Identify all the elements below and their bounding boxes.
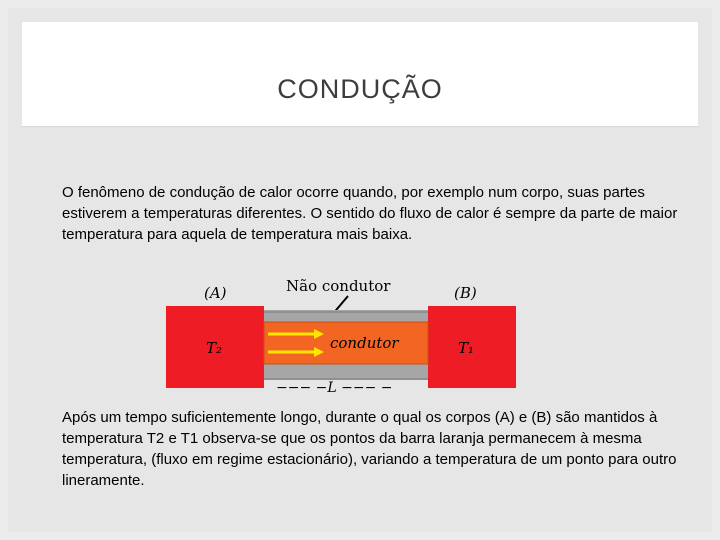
label-a: (A) <box>204 284 227 302</box>
paragraph-intro: O fenômeno de condução de calor ocorre quando, por exemplo num corpo, suas partes estiverem a temperaturas diferentes. O sentido do fluxo de calor é sempre da parte de maior temperatura para aquela de temperatura mais baixa. <box>62 184 678 243</box>
label-condutor: condutor <box>330 334 399 352</box>
label-length: −−− −L −−− − <box>276 380 393 396</box>
label-b: (B) <box>454 284 477 302</box>
title-box <box>22 22 698 126</box>
conduction-diagram <box>166 276 526 396</box>
paragraph-explanation: Após um tempo suficientemente longo, durante o qual os corpos (A) e (B) são mantidos à temperatura T2 e T1 observa-se que os pontos da barra laranja permanecem à mesma temperatura, (fluxo em regime estacionário), variando a temperatura de um ponto para outro lineramente. <box>62 409 677 489</box>
label-nao-condutor: Não condutor <box>286 277 391 295</box>
label-t2: T₂ <box>206 339 223 357</box>
label-t1: T₁ <box>458 339 475 357</box>
slide-title: CONDUÇÃO <box>277 74 443 104</box>
